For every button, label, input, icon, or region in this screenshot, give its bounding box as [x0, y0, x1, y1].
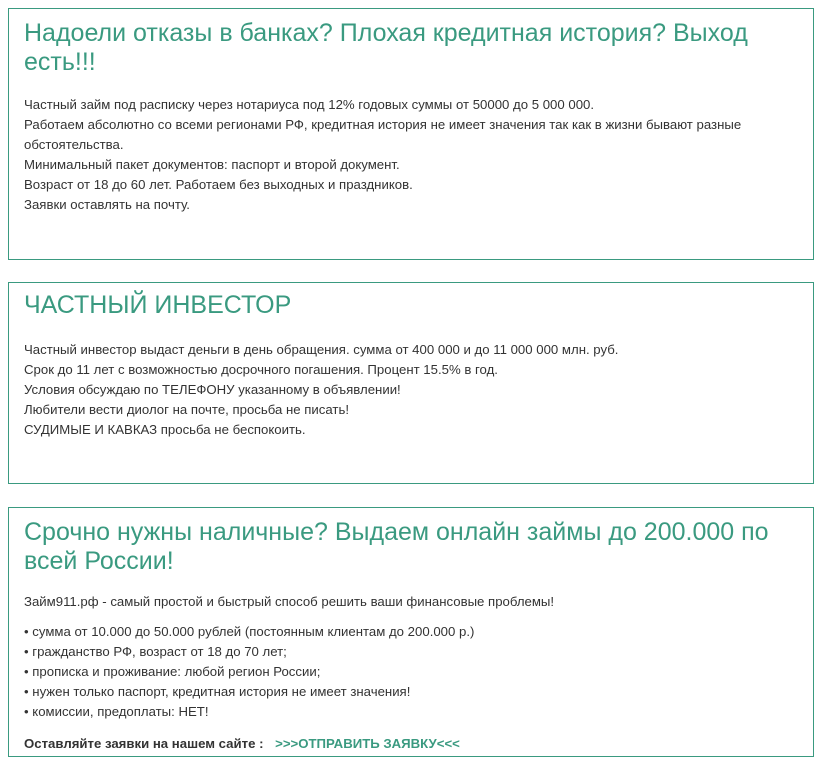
ad-bullets	[24, 622, 798, 722]
ad-line: Частный инвестор выдаст деньги в день обращения. сумма от 400 000 и до 11 000 000 млн. руб.	[24, 342, 619, 357]
bullet-item: • нужен только паспорт, кредитная история не имеет значения!	[24, 684, 411, 699]
ad-line: Срок до 11 лет с возможностью досрочного погашения. Процент 15.5% в год.	[24, 362, 498, 377]
ad-line: Работаем абсолютно со всеми регионами РФ, кредитная история не имеет значения так как в жизни бывают разные обстоятельства.	[24, 117, 742, 152]
ad-intro: Займ911.рф - самый простой и быстрый способ решить ваши финансовые проблемы!	[24, 594, 555, 609]
ad-body	[24, 340, 798, 440]
ad-card-1	[8, 8, 814, 260]
bullet-item: • прописка и проживание: любой регион России;	[24, 664, 321, 679]
ad-line: Любители вести диолог на почте, просьба не писать!	[24, 402, 350, 417]
ad-title: Срочно нужны наличные? Выдаем онлайн займы до 200.000 по всей России!	[24, 518, 769, 575]
ad-body	[24, 95, 798, 215]
submit-application-link[interactable]: >>>ОТПРАВИТЬ ЗАЯВКУ<<<	[275, 736, 460, 751]
ad-line: СУДИМЫЕ И КАВКАЗ просьба не беспокоить.	[24, 422, 306, 437]
ad-card-3	[8, 507, 814, 757]
ad-line: Условия обсуждаю по ТЕЛЕФОНУ указанному в объявлении!	[24, 382, 401, 397]
ad-line: Минимальный пакет документов: паспорт и второй документ.	[24, 157, 400, 172]
ad-line: Возраст от 18 до 60 лет. Работаем без выходных и праздников.	[24, 177, 413, 192]
ad-title: Надоели отказы в банках? Плохая кредитная история? Выход есть!!!	[24, 19, 748, 76]
bullet-item: • сумма от 10.000 до 50.000 рублей (постоянным клиентам до 200.000 р.)	[24, 624, 475, 639]
bullet-item: • гражданство РФ, возраст от 18 до 70 лет;	[24, 644, 287, 659]
cta-label: Оставляйте заявки на нашем сайте :	[24, 736, 264, 751]
cta-row	[24, 734, 798, 754]
bullet-item: • комиссии, предоплаты: НЕТ!	[24, 704, 209, 719]
ad-line: Частный займ под расписку через нотариуса под 12% годовых суммы от 50000 до 5 000 000.	[24, 97, 595, 112]
ad-line: Заявки оставлять на почту.	[24, 197, 190, 212]
ad-card-2	[8, 282, 814, 484]
ad-title: ЧАСТНЫЙ ИНВЕСТОР	[24, 291, 292, 319]
